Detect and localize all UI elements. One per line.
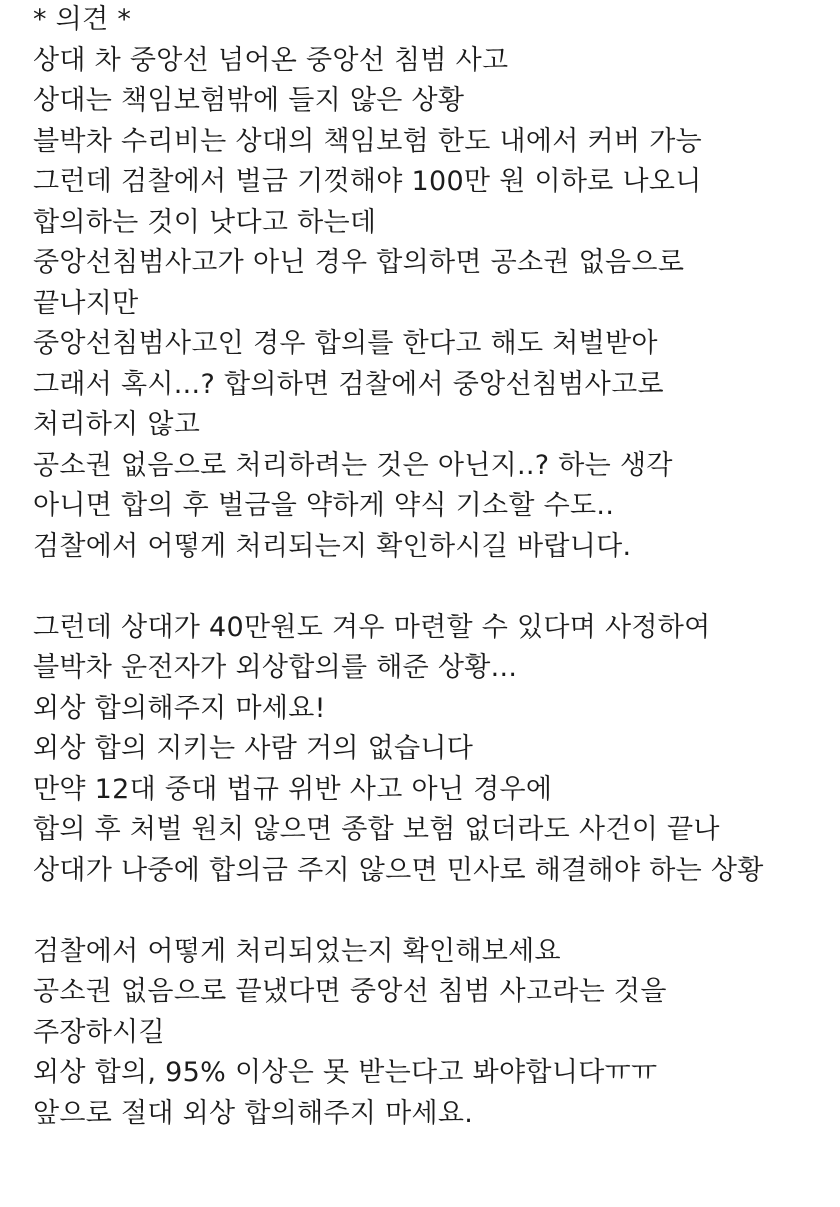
text-line: 검찰에서 어떻게 처리되는지 확인하시길 바랍니다. [33,530,632,562]
text-line: 중앙선침범사고인 경우 합의를 한다고 해도 처벌받아 [33,328,658,359]
text-line: 만약 12대 중대 법규 위반 사고 아닌 경우에 [33,773,553,805]
text-line: 그래서 혹시...? 합의하면 검찰에서 중앙선침범사고로 [33,368,664,400]
text-line: * 의견 * [33,4,132,35]
text-line: 합의하는 것이 낫다고 하는데 [33,206,377,238]
text-line: 상대가 나중에 합의금 주지 않으면 민사로 해결해야 하는 상황 [33,854,764,886]
text-line: 그런데 상대가 40만원도 겨우 마련할 수 있다며 사정하여 [33,611,711,643]
text-line: 그런데 검찰에서 벌금 기껏해야 100만 원 이하로 나오니 [33,166,702,197]
text-line: 블박차 운전자가 외상합의를 해준 상황... [33,652,518,683]
text-line: 상대 차 중앙선 넘어온 중앙선 침범 사고 [33,44,509,76]
text-line: 앞으로 절대 외상 합의해주지 마세요. [33,1097,474,1129]
opinion-text [33,0,833,1134]
text-line: 주장하시길 [33,1016,165,1048]
text-line: 외상 합의, 95% 이상은 못 받는다고 봐야합니다ㅠㅠ [33,1057,658,1088]
text-line: 공소권 없음으로 처리하려는 것은 아닌지..? 하는 생각 [33,449,673,481]
text-line: 외상 합의해주지 마세요! [33,692,326,724]
text-line: 검찰에서 어떻게 처리되었는지 확인해보세요 [33,935,561,967]
text-line: 합의 후 처벌 원치 않으면 종합 보험 없더라도 사건이 끝나 [33,814,720,845]
blank-line [33,891,833,932]
blank-line [33,567,833,608]
text-line: 블박차 수리비는 상대의 책임보험 한도 내에서 커버 가능 [33,125,702,157]
text-line: 공소권 없음으로 끝냈다면 중앙선 침범 사고라는 것을 [33,976,667,1007]
text-line: 외상 합의 지키는 사람 거의 없습니다 [33,733,474,764]
text-line: 처리하지 않고 [33,409,201,440]
text-line: 중앙선침범사고가 아닌 경우 합의하면 공소권 없음으로 [33,247,685,278]
text-line: 끝나지만 [33,287,139,319]
text-line: 상대는 책임보험밖에 들지 않은 상황 [33,85,465,116]
text-line: 아니면 합의 후 벌금을 약하게 약식 기소할 수도.. [33,490,615,521]
